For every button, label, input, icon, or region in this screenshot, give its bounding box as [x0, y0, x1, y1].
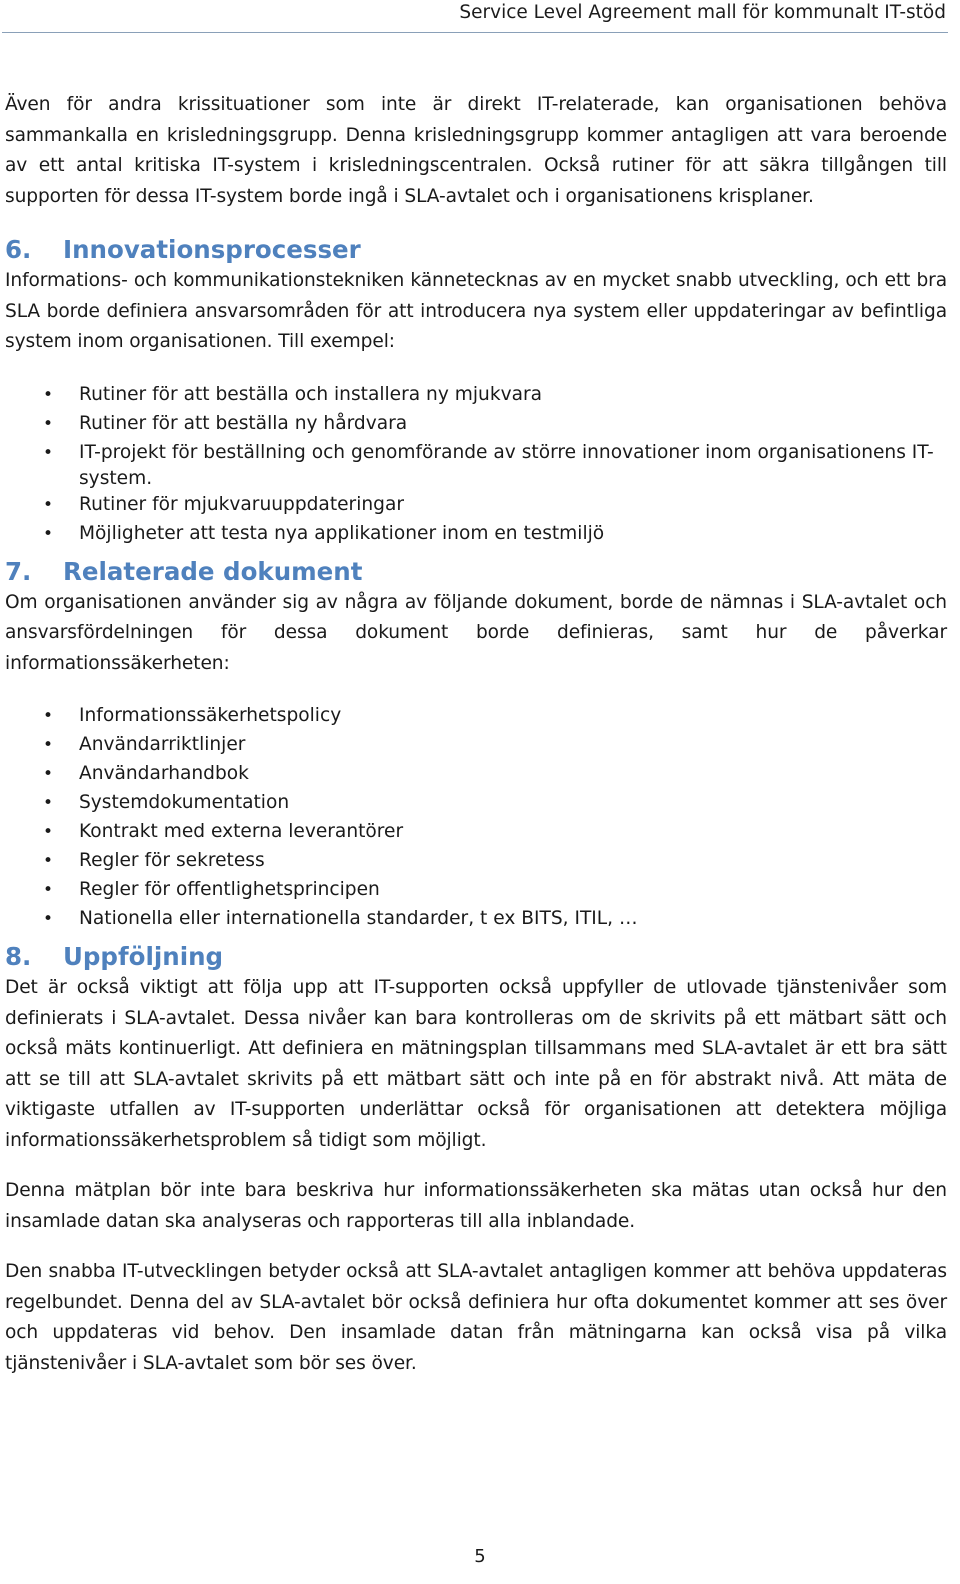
- list-item: • Användarhandbok: [5, 761, 947, 790]
- list-item: • Regler för sekretess: [5, 848, 947, 877]
- section-7-paragraph: Om organisationen använder sig av några av följande dokument, borde de nämnas i SLA-avtalet och ansvarsfördelningen för dessa dokument borde definieras, samt hur de påverkar informationssäkerheten:: [5, 591, 947, 674]
- bullet-icon: •: [43, 764, 54, 784]
- list-item: • Informationssäkerhetspolicy: [5, 703, 947, 732]
- bullet-icon: •: [43, 523, 54, 544]
- header-divider: [2, 32, 948, 33]
- section-8-heading: [5, 941, 947, 973]
- list-item: • Regler för offentlighetsprincipen: [5, 877, 947, 906]
- bullet-icon: •: [43, 384, 54, 405]
- section-7-title: Relaterade dokument: [63, 556, 363, 586]
- bullet-icon: •: [43, 793, 54, 813]
- bullet-icon: •: [43, 442, 54, 463]
- bullet-icon: •: [43, 706, 54, 726]
- intro-paragraph: Även för andra krissituationer som inte är direkt IT-relaterade, kan organisationen behöva sammankalla en krisledningsgrupp. Denna krisledningsgrupp kommer antagligen att vara beroende av ett antal kritiska IT-system i krisledningscentralen. Också rutiner för att säkra tillgången till supporten för dessa IT-system borde ingå i SLA-avtalet och i organisationens krisplaner.: [5, 94, 947, 207]
- bullet-icon: •: [43, 851, 54, 871]
- section-6-paragraph: Informations- och kommunikationstekniken kännetecknas av en mycket snabb utveckling, och ett bra SLA borde definiera ansvarsområden för att introducera nya system eller uppdateringar av befintliga system inom organisationen. Till exempel:: [5, 270, 947, 352]
- section-6-heading: [5, 234, 947, 266]
- page-number: 5: [474, 1546, 486, 1567]
- section-8-paragraph-3: Den snabba IT-utvecklingen betyder också att SLA-avtalet antagligen kommer att behöva uppdateras regelbundet. Denna del av SLA-avtalet bör också definiera hur ofta dokumentet kommer att ses över och uppdateras vid behov. Den insamlade datan från mätningarna kan också visa på vilka tjänstenivåer i SLA-avtalet som bör ses över.: [5, 1261, 947, 1374]
- list-item: • Möjligheter att testa nya applikationer inom en testmiljö: [5, 521, 947, 550]
- section-8-title: Uppföljning: [63, 942, 224, 971]
- section-8-number: 8.: [5, 942, 32, 971]
- section-6-title: Innovationsprocesser: [63, 235, 361, 264]
- page-content: [5, 90, 947, 1379]
- list-item: • Rutiner för mjukvaruuppdateringar: [5, 492, 947, 521]
- bullet-icon: •: [43, 880, 54, 900]
- list-item: • Kontrakt med externa leverantörer: [5, 819, 947, 848]
- list-item: • Användarriktlinjer: [5, 732, 947, 761]
- list-item: • Rutiner för att beställa ny hårdvara: [5, 411, 947, 440]
- list-item: • IT-projekt för beställning och genomförande av större innovationer inom organisationens IT-system.: [43, 441, 934, 489]
- section-7-heading: [5, 556, 947, 588]
- list-item: • Nationella eller internationella standarder, t ex BITS, ITIL, …: [5, 906, 947, 935]
- list-item: • Systemdokumentation: [5, 790, 947, 819]
- list-item: • Rutiner för att beställa och installera ny mjukvara: [5, 382, 947, 411]
- bullet-icon: •: [43, 735, 54, 755]
- bullet-icon: •: [43, 822, 54, 842]
- section-7-number: 7.: [5, 556, 32, 586]
- bullet-icon: •: [43, 909, 54, 929]
- section-8-paragraph-2: Denna mätplan bör inte bara beskriva hur informationssäkerheten ska mätas utan också hur den insamlade datan ska analyseras och rapporteras till alla inblandade.: [5, 1180, 947, 1232]
- running-header: Service Level Agreement mall för kommunalt IT-stöd: [459, 2, 946, 23]
- section-8-paragraph-1: Det är också viktigt att följa upp att IT-supporten också uppfyller de utlovade tjänstenivåer som definierats i SLA-avtalet. Dessa nivåer kan bara kontrolleras om de skrivits på ett mätbart sätt och också mäts kontinuerligt. Att definiera en mätningsplan tillsammans med SLA-avtalet är ett bra sätt att se till att SLA-avtalet skrivits på ett mätbart sätt och inte på en för abstrakt nivå. Att mäta de viktigaste utfallen av IT-supporten underlättar också för organisationen att detektera möjliga informationssäkerhetsproblem så tidigt som möjligt.: [5, 977, 947, 1151]
- section-7-bullet-list: [5, 703, 947, 935]
- section-6-bullet-list: [5, 382, 947, 550]
- bullet-icon: •: [43, 494, 54, 515]
- bullet-icon: •: [43, 413, 54, 434]
- section-6-number: 6.: [5, 235, 32, 264]
